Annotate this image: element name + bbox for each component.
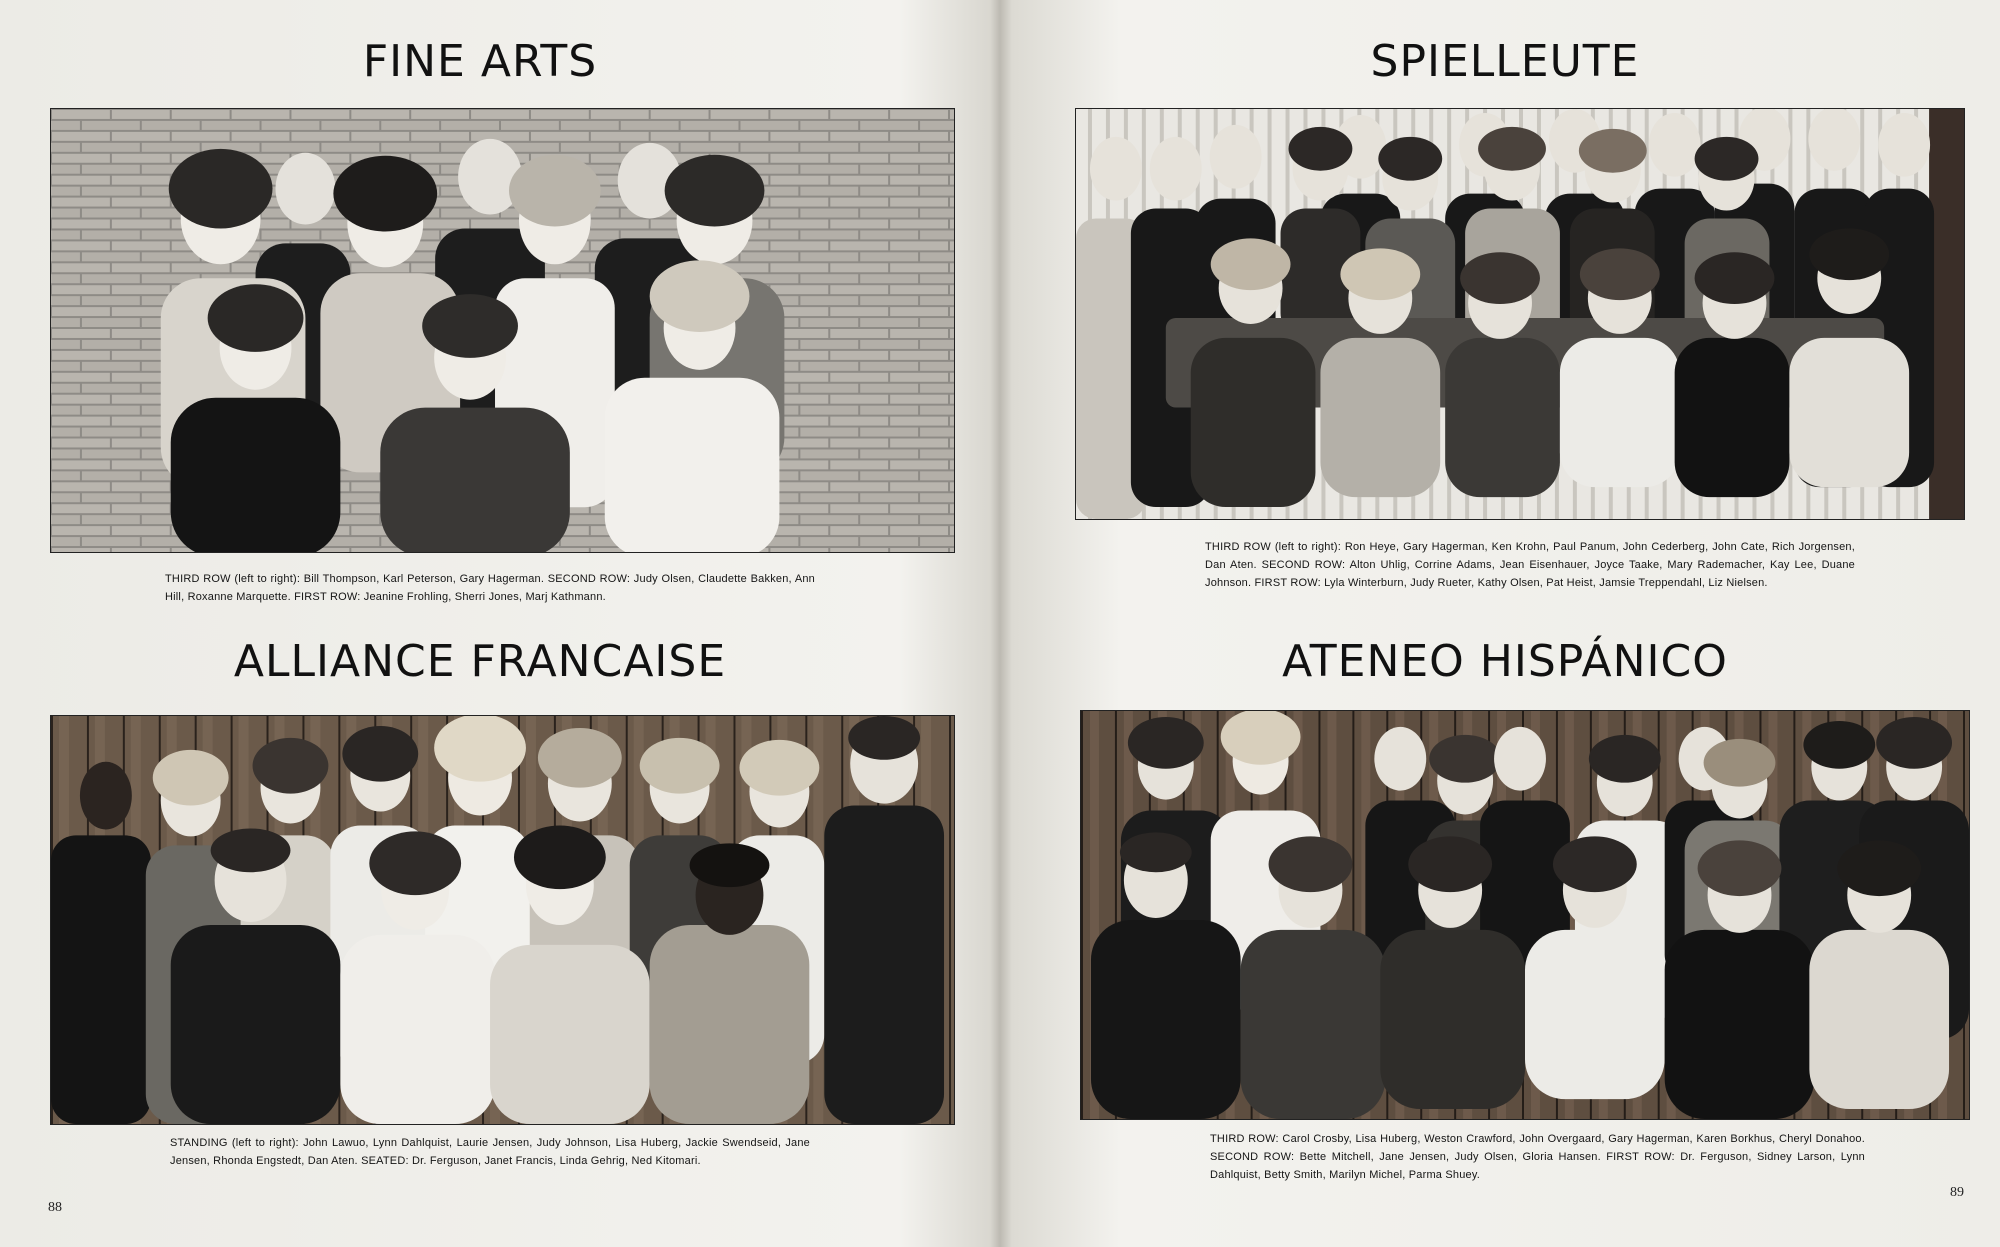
- fine-arts-caption: THIRD ROW (left to right): Bill Thompson, Karl Peterson, Gary Hagerman. SECOND ROW: Judy Olsen, Claudette Bakken, Ann Hill, Roxanne Marquette. FIRST ROW: Jeanine Frohling, Sherri Jones, Marj Kathmann.: [165, 573, 815, 603]
- alliance-francaise-group-photo: [50, 715, 955, 1125]
- alliance-francaise-caption: STANDING (left to right): John Lawuo, Lynn Dahlquist, Laurie Jensen, Judy Johnson, Lisa Huberg, Jackie Swendseid, Jane Jensen, Rhonda Engstedt, Dan Aten. SEATED: Dr. Ferguson, Janet Francis, Linda Gehrig, Ned Kitomari.: [170, 1137, 810, 1167]
- ateneo-hispanico-title: ATENEO HISPÁNICO: [1282, 636, 1728, 687]
- fine-arts-group-photo: [50, 108, 955, 553]
- page-number-right: 89: [1950, 1185, 1964, 1200]
- spielleute-title: SPIELLEUTE: [1370, 36, 1640, 87]
- ateneo-hispanico-caption: THIRD ROW: Carol Crosby, Lisa Huberg, Weston Crawford, John Overgaard, Gary Hagerman, Karen Borkhus, Cheryl Donahoo. SECOND ROW: Bette Mitchell, Jane Jensen, Judy Olsen, Gloria Hansen. FIRST ROW: Dr. Ferguson, Sidney Larson, Lynn Dahlquist, Betty Smith, Marilyn Michel, Parma Shuey.: [1210, 1133, 1865, 1181]
- right-page: [1000, 0, 2000, 1247]
- ateneo-hispanico-group-photo: [1080, 710, 1970, 1120]
- fine-arts-title: FINE ARTS: [362, 36, 598, 87]
- page-number-left: 88: [48, 1200, 62, 1215]
- spielleute-caption: THIRD ROW (left to right): Ron Heye, Gary Hagerman, Ken Krohn, Paul Panum, John Cederberg, John Cate, Rich Jorgensen, Dan Aten. SECOND ROW: Alton Uhlig, Corrine Adams, Jean Eisenhauer, Joyce Taake, Mary Rademacher, Kay Lee, Duane Johnson. FIRST ROW: Lyla Winterburn, Judy Rueter, Kathy Olsen, Pat Heist, Jamsie Treppendahl, Liz Nielsen.: [1205, 541, 1855, 589]
- spielleute-group-photo: [1075, 108, 1965, 520]
- alliance-francaise-title: ALLIANCE FRANCAISE: [233, 636, 727, 687]
